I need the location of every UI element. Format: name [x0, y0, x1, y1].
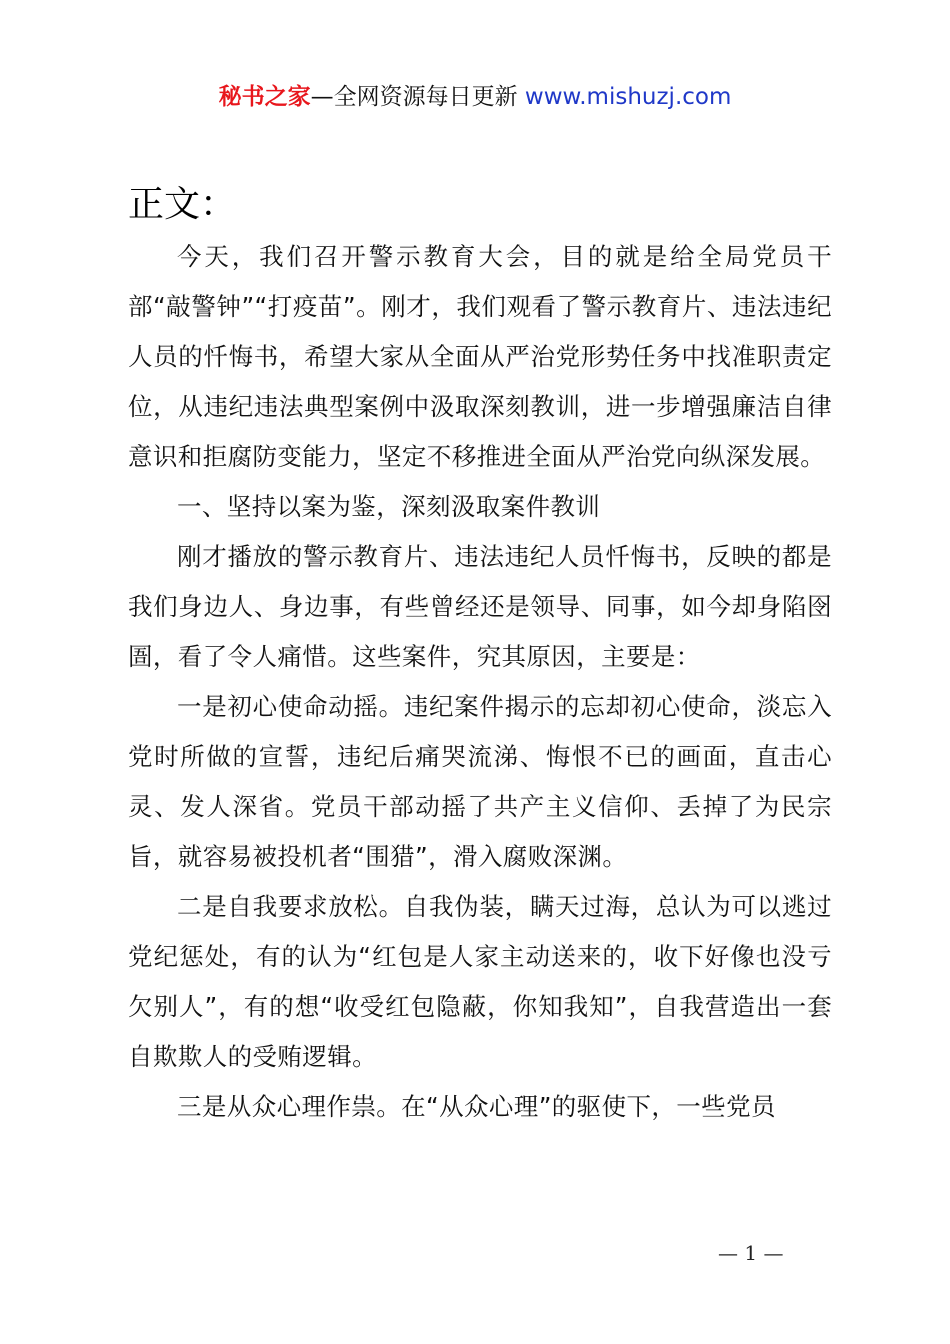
paragraph-point-1: 一是初心使命动摇。违纪案件揭示的忘却初心使命，淡忘入党时所做的宣誓，违纪后痛哭流涕、悔恨不已的画面，直击心灵、发人深省。党员干部动摇了共产主义信仰、丢掉了为民宗旨，就容易被投机者“围猎”，滑入腐败深渊。	[128, 692, 832, 871]
document-title: 正文：	[128, 184, 237, 225]
site-header	[0, 80, 950, 114]
paragraph-intro: 今天，我们召开警示教育大会，目的就是给全局党员干部“敲警钟”“打疫苗”。刚才，我们观看了警示教育片、违法违纪人员的忏悔书，希望大家从全面从严治党形势任务中找准职责定位，从违纪违法典型案例中汲取深刻教训，进一步增强廉洁自律意识和拒腐防变能力，坚定不移推进全面从严治党向纵深发展。	[128, 242, 832, 471]
document-body	[128, 232, 832, 1132]
paragraph-point-2: 二是自我要求放松。自我伪装，瞒天过海，总认为可以逃过党纪惩处，有的认为“红包是人家主动送来的，收下好像也没亏欠别人”，有的想“收受红包隐蔽，你知我知”，自我营造出一套自欺欺人的受贿逻辑。	[128, 892, 832, 1071]
site-url-link[interactable]: www.mishuzj.com	[524, 84, 732, 110]
site-tagline: —全网资源每日更新	[310, 84, 518, 110]
section-heading-1: 一、坚持以案为鉴，深刻汲取案件教训	[177, 492, 601, 521]
page-number: — 1 —	[718, 1241, 784, 1265]
paragraph-point-3: 三是从众心理作祟。在“从众心理”的驱使下，一些党员	[177, 1092, 776, 1121]
paragraph-cases: 刚才播放的警示教育片、违法违纪人员忏悔书，反映的都是我们身边人、身边事，有些曾经还是领导、同事，如今却身陷囹圄，看了令人痛惜。这些案件，究其原因，主要是：	[128, 542, 832, 671]
site-brand: 秘书之家	[218, 84, 311, 110]
